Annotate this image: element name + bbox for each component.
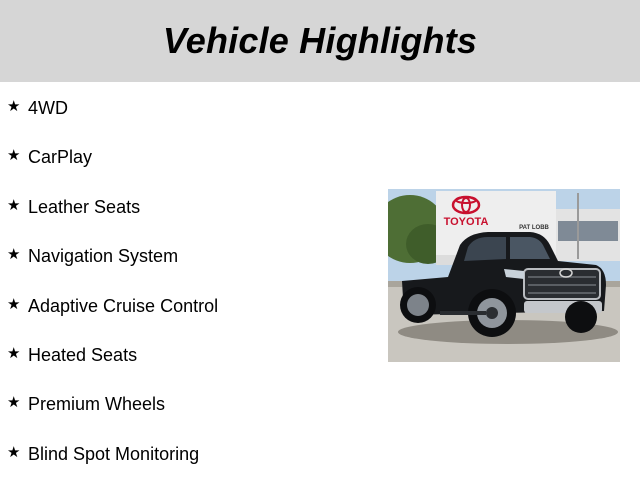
star-icon: ★: [7, 345, 21, 362]
star-icon: ★: [7, 444, 21, 461]
dealer-name-text: PAT LOBB: [519, 225, 549, 231]
dealer-sign-text: TOYOTA: [443, 216, 489, 228]
highlight-label: CarPlay: [28, 147, 93, 167]
vehicle-photo: [388, 189, 620, 362]
star-icon: ★: [7, 296, 21, 313]
star-icon: ★: [7, 147, 21, 164]
highlight-label: 4WD: [28, 98, 68, 118]
star-icon: ★: [7, 394, 21, 411]
highlight-label: Heated Seats: [28, 345, 138, 365]
highlight-label: Premium Wheels: [28, 394, 166, 414]
star-icon: ★: [7, 246, 21, 263]
star-icon: ★: [7, 98, 21, 115]
header-bar: [0, 0, 640, 82]
highlight-label: Blind Spot Monitoring: [28, 444, 200, 464]
star-icon: ★: [7, 197, 21, 214]
page-title: Vehicle Highlights: [162, 20, 478, 61]
highlight-label: Leather Seats: [28, 197, 141, 217]
highlight-label: Adaptive Cruise Control: [28, 296, 219, 316]
highlight-label: Navigation System: [28, 246, 179, 266]
